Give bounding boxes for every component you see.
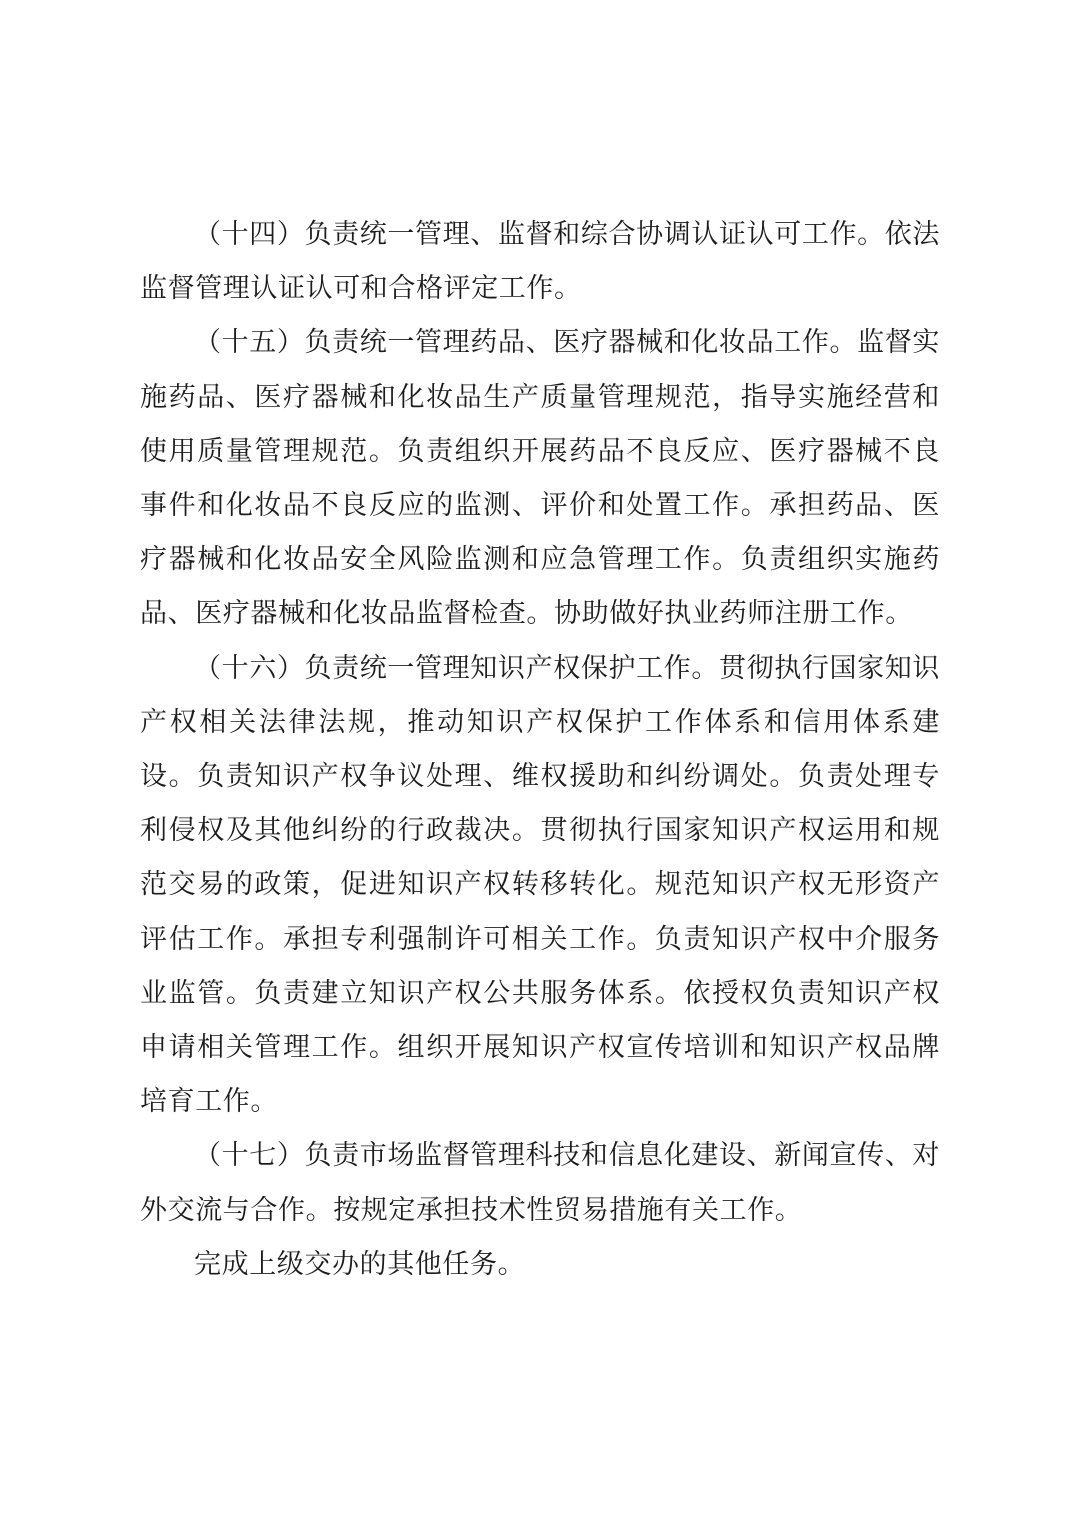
paragraph-item-15: （十五）负责统一管理药品、医疗器械和化妆品工作。监督实施药品、医疗器械和化妆品生产质量管理规范，指导实施经营和使用质量管理规范。负责组织开展药品不良反应、医疗器械不良事件和化妆品不良反应的监测、评价和处置工作。承担药品、医疗器械和化妆品安全风险监测和应急管理工作。负责组织实施药品、医疗器械和化妆品监督检查。协助做好执业药师注册工作。: [140, 327, 940, 630]
document-body: [140, 208, 940, 1292]
paragraph-item-14: （十四）负责统一管理、监督和综合协调认证认可工作。依法监督管理认证认可和合格评定工作。: [140, 219, 940, 305]
paragraph-item-16: （十六）负责统一管理知识产权保护工作。贯彻执行国家知识产权相关法律法规，推动知识产权保护工作体系和信用体系建设。负责知识产权争议处理、维权援助和纠纷调处。负责处理专利侵权及其他纠纷的行政裁决。贯彻执行国家知识产权运用和规范交易的政策，促进知识产权转移转化。规范知识产权无形资产评估工作。承担专利强制许可相关工作。负责知识产权中介服务业监管。负责建立知识产权公共服务体系。依授权负责知识产权申请相关管理工作。组织开展知识产权宣传培训和知识产权品牌培育工作。: [140, 652, 940, 1118]
paragraph-item-17: （十七）负责市场监督管理科技和信息化建设、新闻宣传、对外交流与合作。按规定承担技术性贸易措施有关工作。: [140, 1140, 940, 1226]
paragraph-closing: 完成上级交办的其他任务。: [194, 1248, 526, 1280]
